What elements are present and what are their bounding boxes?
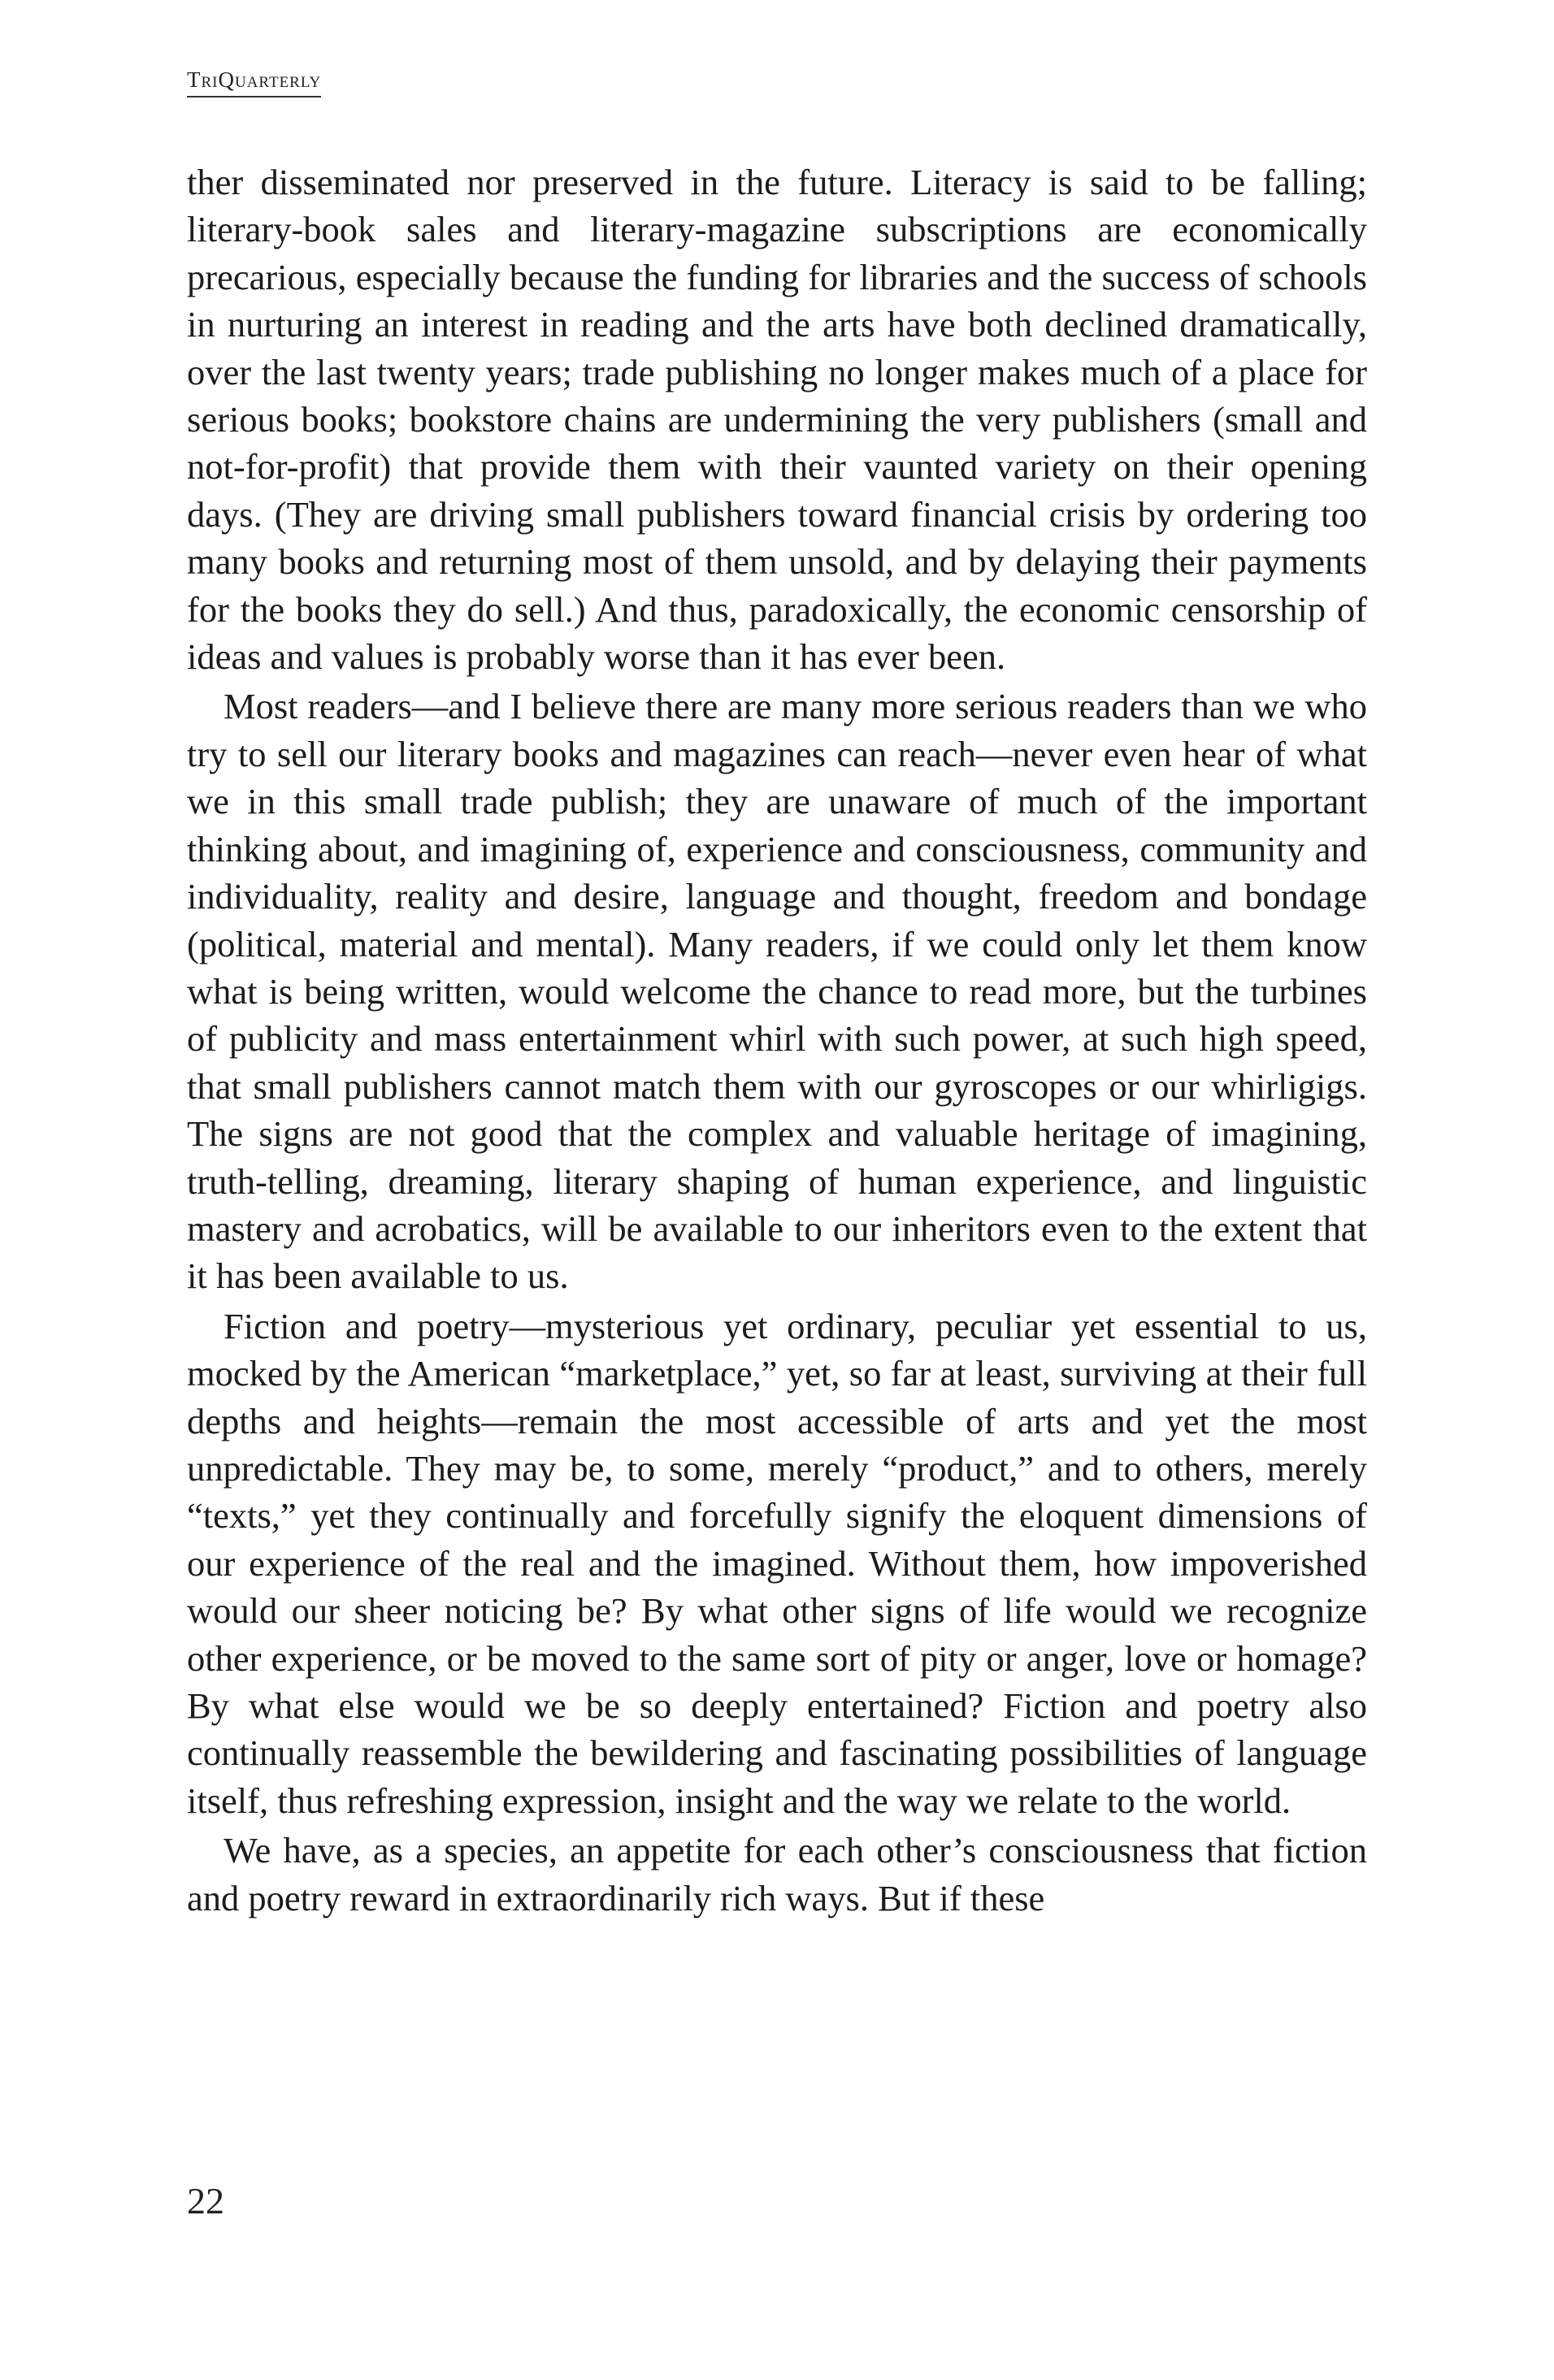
running-head: TriQuarterly <box>187 68 321 98</box>
page-number: 22 <box>187 2180 224 2222</box>
paragraph: ther disseminated nor preserved in the future. Literacy is said to be falling; literary-book sales and literary-magazine subscriptions are economically precarious, especially because the funding for libraries and the success of schools in nurturing an interest in reading and the arts have both declined dramatically, over the last twenty years; trade publishing no longer makes much of a place for serious books; bookstore chains are undermining the very publishers (small and not-for-profit) that provide them with their vaunted variety on their opening days. (They are driving small publishers toward financial crisis by ordering too many books and returning most of them unsold, and by delaying their payments for the books they do sell.) And thus, paradoxically, the economic censorship of ideas and values is probably worse than it has ever been. <box>187 162 1367 678</box>
paragraph: Fiction and poetry—mysterious yet ordinary, peculiar yet essential to us, mocked by the American “marketplace,” yet, so far at least, surviving at their full depths and heights—remain the most accessible of arts and yet the most unpredictable. They may be, to some, merely “product,” and to others, merely “texts,” yet they continually and forcefully signify the eloquent dimensions of our experience of the real and the imagined. Without them, how impoverished would our sheer noticing be? By what other signs of life would we recognize other experience, or be moved to the same sort of pity or anger, love or homage? By what else would we be so deeply entertained? Fiction and poetry also continually reassemble the bewildering and fascinating possibilities of language itself, thus refreshing expression, insight and the way we relate to the world. <box>187 1305 1367 1821</box>
paragraph: Most readers—and I believe there are many more serious readers than we who try to sell our literary books and magazines can reach—never even hear of what we in this small trade publish; they are unaware of much of the important thinking about, and imagining of, experience and consciousness, community and individuality, reality and desire, language and thought, freedom and bondage (political, material and mental). Many readers, if we could only let them know what is being written, would welcome the chance to read more, but the turbines of publicity and mass entertainment whirl with such power, at such high speed, that small publishers cannot match them with our gyroscopes or our whirligigs. The signs are not good that the complex and valuable heritage of imagining, truth-telling, dreaming, literary shaping of human experience, and linguistic mastery and acrobatics, will be available to our inheritors even to the extent that it has been available to us. <box>187 686 1367 1297</box>
paragraph: We have, as a species, an appetite for each other’s consciousness that fiction and poetry reward in extraordinarily rich ways. But if these <box>187 1830 1367 1918</box>
body-text <box>187 158 1367 1922</box>
